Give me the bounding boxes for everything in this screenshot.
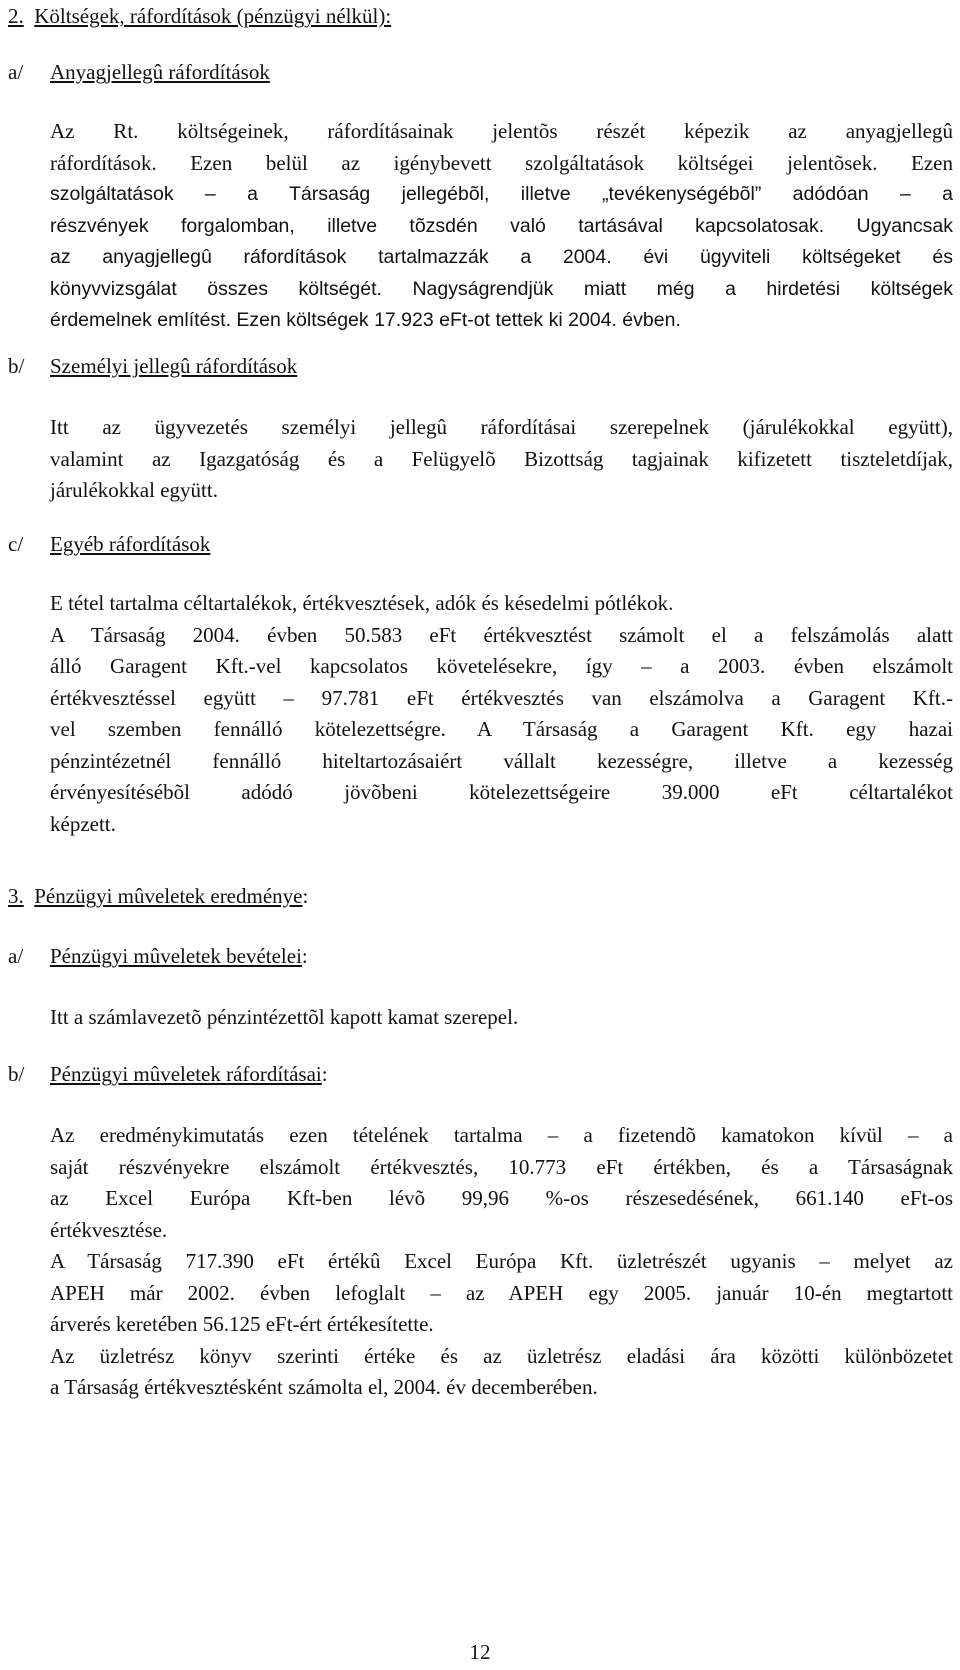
paragraph-line: A Társaság 717.390 eFt értékû Excel Európa Kft. üzletrészét ugyanis – melyet az [50,1249,953,1273]
paragraph-line: ráfordítások. Ezen belül az igénybevett szolgáltatások költségei jelentõsek. Ezen [50,150,953,175]
section-2c-heading: Egyéb ráfordítások [50,532,211,556]
section-2-title: Költségek, ráfordítások (pénzügyi nélkül): [34,4,392,28]
section-3-heading [8,884,308,908]
paragraph-line: Az eredménykimutatás ezen tételének tartalma – a fizetendõ kamatokon kívül – a [50,1123,953,1147]
paragraph-line: pénzintézetnél fennálló hiteltartozásaiért vállalt kezességre, illetve a kezesség [50,748,953,773]
paragraph-line: Az üzletrész könyv szerinti értéke és az üzletrész eladási ára közötti különbözetet [50,1343,953,1368]
paragraph-line: érdemelnek említést. Ezen költségek 17.923 eFt-ot tettek ki 2004. évben. [50,309,681,331]
paragraph-line: A Társaság 2004. évben 50.583 eFt értékvesztést számolt el a felszámolás alatt [50,622,953,647]
paragraph-line: szolgáltatások – a Társaság jellegébõl, illetve „tevékenységébõl” adódóan – a [50,183,953,205]
section-2b-heading: Személyi jellegû ráfordítások [50,354,298,378]
paragraph-line: valamint az Igazgatóság és a Felügyelõ Bizottság tagjainak kifizetett tiszteletdíjak, [50,446,953,471]
section-3b-marker: b/ [8,1062,25,1086]
section-3a-marker: a/ [8,944,24,968]
paragraph-line: képzett. [50,811,116,836]
section-3b-heading [50,1062,328,1086]
paragraph-line: E tétel tartalma céltartalékok, értékvesztések, adók és késedelmi pótlékok. [50,591,674,615]
section-2a-body [50,116,953,337]
paragraph-line: érvényesítésébõl adódó jövõbeni kötelezettségeire 39.000 eFt céltartalékot [50,780,953,804]
section-3-number: 3. [8,884,24,908]
section-2a-marker: a/ [8,60,24,84]
paragraph-line: könyvvizsgálat összes költségét. Nagyságrendjük miatt még a hirdetési költségek [50,277,953,300]
section-3-title: Pénzügyi mûveletek eredménye [34,884,303,908]
paragraph-line: járulékokkal együtt. [50,478,218,502]
paragraph-line: az anyagjellegû ráfordítások tartalmazzák a 2004. évi ügyviteli költségeket és [50,246,953,268]
section-2-heading [8,4,391,28]
paragraph-line: Itt a számlavezetõ pénzintézettõl kapott kamat szerepel. [50,1005,519,1029]
paragraph-line: Az Rt. költségeinek, ráfordításainak jelentõs részét képezik az anyagjellegû [50,119,953,143]
paragraph-line: álló Garagent Kft.-vel kapcsolatos követelésekre, így – a 2003. évben elszámolt [50,654,953,678]
page-number: 12 [469,1640,491,1664]
section-3a-heading [50,944,308,968]
section-3b-heading-suffix: : [321,1062,328,1086]
paragraph-line: APEH már 2002. évben lefoglalt – az APEH egy 2005. január 10-én megtartott [50,1280,953,1305]
paragraph-line: saját részvényekre elszámolt értékvesztés, 10.773 eFt értékben, és a Társaságnak [50,1154,953,1179]
section-2b-marker: b/ [8,354,25,378]
section-3b-heading-text: Pénzügyi mûveletek ráfordításai [50,1062,322,1086]
paragraph-line: a Társaság értékvesztésként számolta el, 2004. év decemberében. [50,1375,598,1399]
section-3-title-suffix: : [302,884,309,908]
paragraph-line: értékvesztése. [50,1217,168,1242]
paragraph-line: részvények forgalomban, illetve tõzsdén való tartásával kapcsolatosak. Ugyancsak [50,214,953,237]
paragraph-line: értékvesztéssel együtt – 97.781 eFt értékvesztés van elszámolva a Garagent Kft.- [50,685,953,710]
section-2b-body [50,412,953,507]
section-3a-heading-suffix: : [301,944,308,968]
section-3a-heading-text: Pénzügyi mûveletek bevételei [50,944,302,968]
paragraph-line: vel szemben fennálló kötelezettségre. A Társaság a Garagent Kft. egy hazai [50,717,953,741]
paragraph-line: az Excel Európa Kft-ben lévõ 99,96 %-os részesedésének, 661.140 eFt-os [50,1186,953,1210]
section-2c-body [50,588,953,840]
paragraph-line: Itt az ügyvezetés személyi jellegû ráfordításai szerepelnek (járulékokkal együtt), [50,415,953,439]
section-3a-body [50,1002,953,1034]
section-2-number: 2. [8,4,24,28]
section-3b-body [50,1120,953,1404]
paragraph-line: árverés keretében 56.125 eFt-ért értékesítette. [50,1312,434,1336]
section-2a-heading: Anyagjellegû ráfordítások [50,60,270,84]
section-2c-marker: c/ [8,532,24,556]
